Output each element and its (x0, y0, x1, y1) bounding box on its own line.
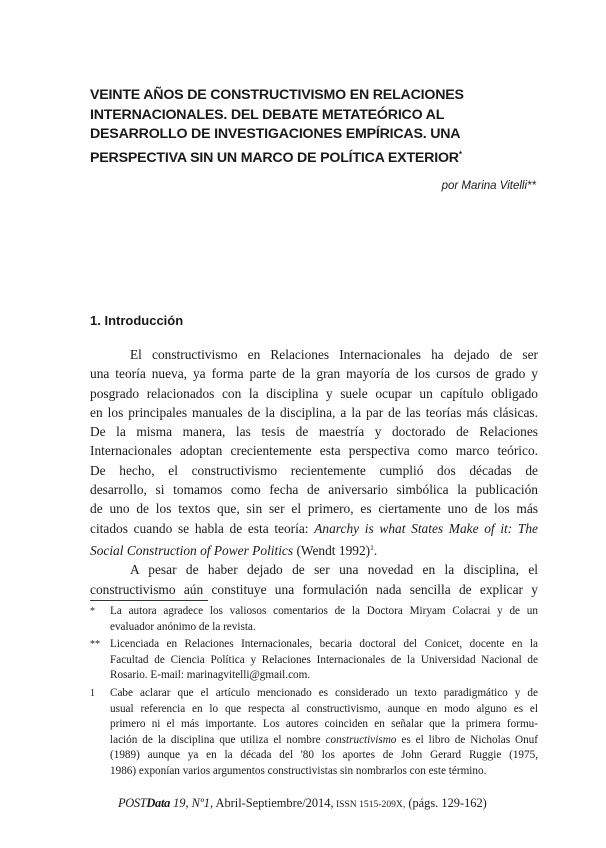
footnote-line: Rosario. E-mail: marinagvitelli@gmail.com. (110, 669, 311, 682)
footnote-marker: ** (90, 639, 100, 651)
cited-title: Social Construction of Power Politics (90, 542, 294, 558)
journal-issue: 19, Nº1, (170, 796, 214, 810)
footnote-line: Cabe aclarar que el artículo mencionado es considerado un texto paradigmático y de (110, 686, 538, 699)
footnote-line: 1986) exponían varios argumentos constructivistas sin nombrarlos con este término. (110, 764, 487, 777)
body-line: en los principales manuales de la disciplina, a la par de las teorías más clásicas. (90, 404, 538, 420)
body-line: Internacionales adoptan crecientemente esta perspectiva como marco teórico. (90, 443, 538, 459)
body-line: De la misma manera, las tesis de maestría y doctorado de Relaciones (90, 424, 538, 440)
footnote-ref: 1 (370, 542, 374, 552)
body-line: constructivismo aún constituye una formulación nada sencilla de explicar y (90, 581, 538, 597)
article-title (90, 86, 530, 168)
journal-date: Abril-Septiembre/2014, (213, 796, 334, 810)
journal-pages: (págs. 129-162) (405, 796, 487, 810)
body-line: una teoría nueva, ya forma parte de la gran mayoría de los cursos de grado y (90, 366, 538, 382)
journal-issn: ISSN 1515-209X, (333, 799, 406, 810)
footnote-divider (90, 600, 208, 601)
footnote-marker: * (90, 606, 95, 617)
footnote-marker: 1 (90, 687, 95, 699)
body-line: posgrado relacionados con la disciplina y suele ocupar un capítulo obligado (90, 385, 538, 401)
title-line: VEINTE AÑOS DE CONSTRUCTIVISMO EN RELACIONES (90, 87, 464, 103)
body-line: desarrollo, si tomamos como fecha de aniversario simbólica la publicación (90, 482, 538, 498)
section-heading: 1. Introducción (90, 313, 184, 328)
footnote-line: lación de la disciplina que utiliza el nombre constructivismo es el libro de Nicholas Onuf (110, 733, 539, 746)
cited-title: Anarchy is what States Make of it: The (314, 520, 538, 536)
title-line: DESARROLLO DE INVESTIGACIONES EMPÍRICAS. UNA (90, 126, 461, 142)
body-line: El constructivismo en Relaciones Internacionales ha dejado de ser (130, 347, 538, 362)
footnote (90, 686, 538, 780)
author-byline: por Marina Vitelli** (441, 180, 536, 192)
body-line: citados cuando se habla de esta teoría: Anarchy is what States Make of it: The (90, 520, 538, 536)
footnote-line: La autora agradece los valiosos comentarios de la Doctora Miryam Colacrai y de un (110, 605, 538, 617)
body-line: A pesar de haber dejado de ser una novedad en la disciplina, el (130, 562, 538, 578)
title-footnote-marker: * (458, 149, 462, 159)
footnote-line: primero ni el más importante. Los autores coinciden en señalar que la primera formu- (110, 718, 538, 731)
journal-footer (118, 796, 487, 811)
footnote-line: (1989) aunque ya en la década del '80 los aportes de John Gerard Ruggie (1975, (110, 749, 538, 762)
body-text (90, 345, 538, 599)
footnote-line: Licenciada en Relaciones Internacionales, becaria doctoral del Conicet, docente en la (110, 638, 538, 651)
footnotes (90, 604, 538, 782)
footnote-line: evaluador anónimo de la revista. (110, 620, 256, 633)
footnote-line: usual referencia en lo que respecta al constructivismo, aunque en modo alguno es el (110, 702, 538, 715)
footnote (90, 637, 538, 684)
footnote (90, 604, 538, 635)
body-line: de uno de los textos que, sin ser el primero, es ciertamente uno de los más (90, 501, 538, 517)
journal-logo: POSTData (118, 796, 170, 810)
title-line: INTERNACIONALES. DEL DEBATE METATEÓRICO AL (90, 106, 445, 123)
footnote-line: Facultad de Ciencia Política y Relaciones Internacionales de la Universidad Nacional de (110, 653, 538, 666)
body-line: Social Construction of Power Politics (Wendt 1992)$^1$. (90, 542, 378, 558)
title-line: PERSPECTIVA SIN UN MARCO DE POLÍTICA EXTERIOR* (90, 149, 462, 166)
body-line: De hecho, el constructivismo recientemente cumplió dos décadas de (90, 462, 538, 478)
